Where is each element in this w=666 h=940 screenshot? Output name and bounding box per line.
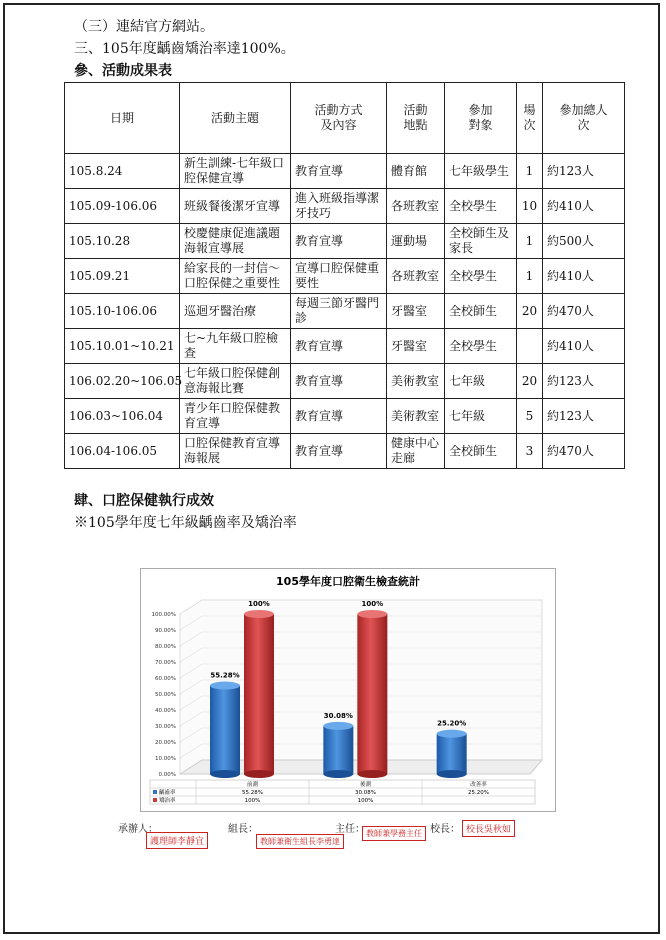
table-cell: 牙醫室 [387, 329, 445, 364]
table-cell: 牙醫室 [387, 294, 445, 329]
y-tick-label: 50.00% [155, 692, 176, 698]
y-tick-label: 0.00% [158, 772, 176, 778]
target-line: 三、105年度齲齒矯治率達100%。 [74, 41, 295, 57]
table-cell: 各班教室 [387, 189, 445, 224]
table-cell: 約410人 [543, 259, 625, 294]
chart-data-label: 25.20% [437, 719, 467, 728]
y-tick-label: 70.00% [155, 660, 176, 666]
sig-label-principal: 校長： [430, 824, 460, 835]
table-cell: 新生訓練-七年級口腔保健宣導 [180, 154, 291, 189]
table-cell: 全校學生 [445, 189, 517, 224]
legend-swatch [153, 790, 157, 794]
table-cell: 教育宣導 [291, 364, 387, 399]
table-cell: 全校師生 [445, 294, 517, 329]
table-header-cell: 活動方式 及內容 [291, 83, 387, 154]
table-row [65, 294, 625, 329]
table-cell: 1 [517, 154, 543, 189]
table-cell: 約410人 [543, 189, 625, 224]
table-cell: 全校學生 [445, 329, 517, 364]
stamp-leader: 教師兼衛生組長李勇達 [256, 834, 344, 849]
table-header-cell: 參加總人 次 [543, 83, 625, 154]
chart-container [140, 568, 556, 812]
chart-subtitle: ※105學年度七年級齲齒率及矯治率 [74, 515, 297, 531]
table-cell: 體育館 [387, 154, 445, 189]
sig-label-leader: 組長： [228, 824, 258, 835]
table-cell: 全校學生 [445, 259, 517, 294]
table-cell: 約123人 [543, 154, 625, 189]
chart-bar [357, 614, 387, 774]
chart-bar [244, 614, 274, 774]
chart-category-label: 後測 [359, 782, 372, 788]
chart-bar-base [244, 770, 274, 778]
section4-heading: 肆、口腔保健執行成效 [74, 493, 214, 509]
legend-swatch [153, 798, 157, 802]
table-cell: 教育宣導 [291, 399, 387, 434]
table-header-cell: 場 次 [517, 83, 543, 154]
table-cell: 約123人 [543, 399, 625, 434]
chart-data-label: 100% [361, 600, 384, 608]
table-cell: 口腔保健教育宣導海報展 [180, 434, 291, 469]
table-cell: 各班教室 [387, 259, 445, 294]
chart-table-value: 25.20% [468, 790, 489, 796]
table-header-row [65, 83, 625, 154]
table-cell: 班級餐後潔牙宣導 [180, 189, 291, 224]
table-cell: 七年級 [445, 399, 517, 434]
table-row [65, 224, 625, 259]
chart-title: 105學年度口腔衛生檢查統計 [276, 575, 420, 588]
table-header-cell: 日期 [65, 83, 180, 154]
chart-bar-top [437, 730, 467, 738]
chart-bar-top [244, 610, 274, 618]
table-cell: 進入班級指導潔牙技巧 [291, 189, 387, 224]
y-tick-label: 90.00% [155, 628, 176, 634]
stamp-principal: 校長吳秋如 [462, 820, 515, 837]
table-cell: 全校師生 [445, 434, 517, 469]
chart-bar-base [210, 770, 240, 778]
chart-bar-base [437, 770, 467, 778]
stamp-director: 教師兼學務主任 [362, 826, 426, 841]
section3-heading: 參、活動成果表 [74, 63, 172, 79]
chart-table-value: 30.08% [355, 790, 376, 796]
chart-bar [210, 686, 240, 774]
table-row [65, 259, 625, 294]
table-cell: 巡迴牙醫治療 [180, 294, 291, 329]
table-cell: 給家長的一封信～口腔保健之重要性 [180, 259, 291, 294]
link-site-line: （三）連結官方網站。 [74, 19, 214, 35]
table-cell: 每週三節牙醫門診 [291, 294, 387, 329]
y-tick-label: 40.00% [155, 708, 176, 714]
table-cell: 運動場 [387, 224, 445, 259]
y-tick-label: 30.00% [155, 724, 176, 730]
chart-bar-top [323, 722, 353, 730]
table-cell: 約470人 [543, 294, 625, 329]
table-cell: 5 [517, 399, 543, 434]
chart-table-value: 100% [357, 798, 374, 804]
table-row [65, 154, 625, 189]
y-tick-label: 60.00% [155, 676, 176, 682]
table-cell: 105.10.01~10.21 [65, 329, 180, 364]
table-cell: 美術教室 [387, 399, 445, 434]
sig-label-handler: 承辦人： [118, 824, 158, 835]
table-cell: 106.03~106.04 [65, 399, 180, 434]
table-row [65, 434, 625, 469]
chart-bar-base [323, 770, 353, 778]
y-tick-label: 20.00% [155, 740, 176, 746]
table-cell: 宣導口腔保健重要性 [291, 259, 387, 294]
sig-label-director: 主任： [335, 824, 365, 835]
chart-bar-top [210, 682, 240, 690]
table-cell: 校慶健康促進議題海報宣導展 [180, 224, 291, 259]
table-cell: 全校師生及家長 [445, 224, 517, 259]
table-cell: 約500人 [543, 224, 625, 259]
chart-category-label: 前測 [246, 782, 259, 788]
table-cell: 健康中心走廊 [387, 434, 445, 469]
chart-data-label: 55.28% [210, 671, 240, 680]
table-cell: 教育宣導 [291, 154, 387, 189]
table-cell: 約410人 [543, 329, 625, 364]
table-row [65, 364, 625, 399]
chart-data-label: 100% [248, 600, 270, 608]
dental-chart [140, 568, 556, 812]
table-cell: 106.02.20~106.05 [65, 364, 180, 399]
table-cell: 教育宣導 [291, 329, 387, 364]
table-cell: 105.09-106.06 [65, 189, 180, 224]
table-cell: 教育宣導 [291, 434, 387, 469]
table-row [65, 329, 625, 364]
y-tick-label: 80.00% [155, 644, 176, 650]
table-cell: 20 [517, 294, 543, 329]
chart-bar-base [357, 770, 387, 778]
y-tick-label: 100.00% [151, 612, 176, 618]
table-cell: 10 [517, 189, 543, 224]
table-cell: 3 [517, 434, 543, 469]
chart-table-value: 100% [244, 798, 261, 804]
table-cell: 青少年口腔保健教育宣導 [180, 399, 291, 434]
chart-category-label: 改善率 [470, 782, 487, 788]
chart-data-label: 30.08% [323, 711, 353, 720]
table-cell: 20 [517, 364, 543, 399]
table-cell: 1 [517, 224, 543, 259]
table-cell: 七年級學生 [445, 154, 517, 189]
table-cell: 約470人 [543, 434, 625, 469]
table-cell: 105.09.21 [65, 259, 180, 294]
table-row [65, 189, 625, 224]
table-cell: 106.04-106.05 [65, 434, 180, 469]
table-cell: 1 [517, 259, 543, 294]
table-cell: 105.10.28 [65, 224, 180, 259]
table-cell [517, 329, 543, 364]
chart-bar [437, 734, 467, 774]
chart-bar [323, 726, 353, 774]
table-cell: 美術教室 [387, 364, 445, 399]
table-cell: 七~九年級口腔檢查 [180, 329, 291, 364]
table-header-cell: 活動 地點 [387, 83, 445, 154]
table-cell: 105.8.24 [65, 154, 180, 189]
table-cell: 105.10-106.06 [65, 294, 180, 329]
legend-label: 齲齒率 [159, 790, 176, 796]
legend-label: 矯治率 [159, 798, 176, 804]
y-tick-label: 10.00% [155, 756, 176, 762]
table-header-cell: 參加 對象 [445, 83, 517, 154]
chart-bar-top [357, 610, 387, 618]
table-header-cell: 活動主題 [180, 83, 291, 154]
stamp-handler: 護理師李靜宜 [146, 832, 208, 849]
table-cell: 教育宣導 [291, 224, 387, 259]
table-cell: 七年級口腔保健創意海報比賽 [180, 364, 291, 399]
table-body [65, 154, 625, 469]
table-row [65, 399, 625, 434]
table-cell: 七年級 [445, 364, 517, 399]
activity-table [64, 82, 625, 469]
table-cell: 約123人 [543, 364, 625, 399]
chart-table-value: 55.28% [242, 790, 263, 796]
